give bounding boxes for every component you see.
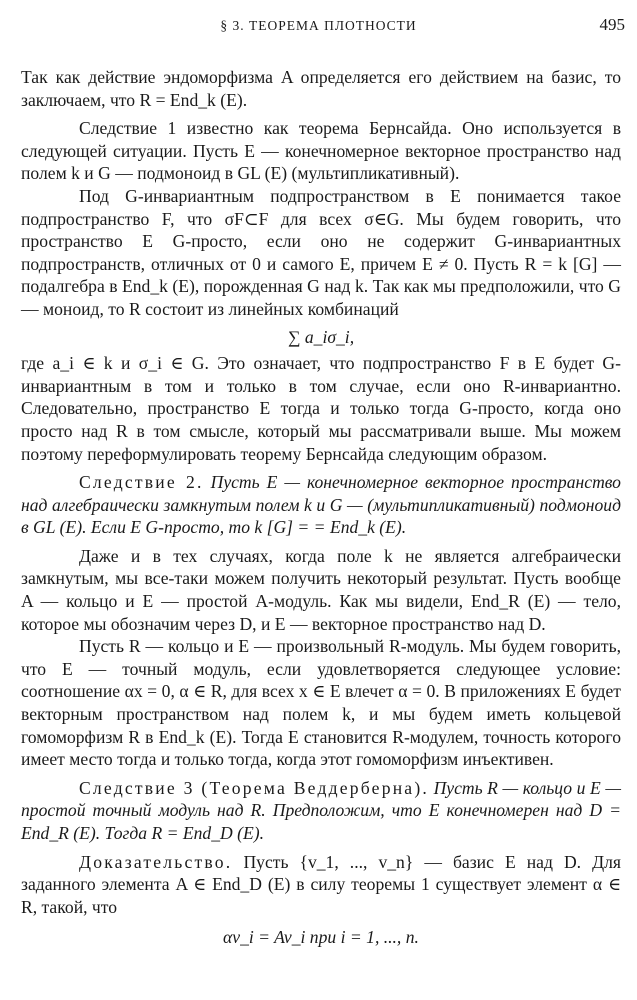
paragraph: Пусть R — кольцо и E — произвольный R-модуль. Мы будем говорить, что E — точный модуль, если удовлетворяется следующее условие: соотношение αx = 0, α ∈ R, для всех x ∈ E влечет α = 0. В приложениях E будет векторным пространством над полем k, и мы будем иметь кольцевой гомоморфизм R в End_k (E). Тогда E становится R-модулем, точность которого имеет место тогда и только тогда, когда этот гомоморфизм инъективен. bbox=[21, 636, 621, 770]
corollary-2 bbox=[21, 471, 621, 539]
paragraph: где a_i ∈ k и σ_i ∈ G. Это означает, что подпространство F в E будет G-инвариантным в том и только в том случае, если оно R-инвариантно. Следовательно, пространство E тогда и только тогда G-просто, когда оно просто над R в том смысле, который мы рассматривали выше. Мы можем поэтому переформулировать теорему Бернсайда следующим образом. bbox=[21, 353, 621, 464]
paragraph: Так как действие эндоморфизма A определяется его действием на базис, то заключаем, что R = End_k (E). bbox=[21, 67, 621, 110]
corollary-label: Следствие 2. bbox=[79, 472, 204, 493]
corollary-label: Следствие 3 (Теорема Веддерберна). bbox=[79, 777, 429, 798]
proof-text: Пусть {v_1, ..., v_n} — базис E над D. Для заданного элемента A ∈ End_D (E) в силу теоремы 1 существует элемент α ∈ R, такой, что bbox=[21, 851, 622, 917]
paragraph: Следствие 1 известно как теорема Бернсайда. Оно используется в следующей ситуации. Пусть E — конечномерное векторное пространство над полем k и G — подмоноид в GL (E) (мультипликативный). bbox=[21, 118, 621, 184]
display-formula: αv_i = Av_i при i = 1, ..., n. bbox=[223, 927, 419, 948]
corollary-3 bbox=[21, 777, 621, 845]
page-header bbox=[0, 14, 637, 38]
paragraph: Под G-инвариантным подпространством в E понимается такое подпространство F, что σF⊂F для всех σ∈G. Мы будем говорить, что пространство E G-просто, если оно не содержит G-инвариантных подпространств, отличных от 0 и самого E, причем E ≠ 0. Пусть R = k [G] — подалгебра в End_k (E), порожденная G над k. Так как мы предположили, что G — моноид, то R состоит из линейных комбинаций bbox=[21, 185, 621, 319]
corollary-statement: Пусть R — кольцо и E — простой точный модуль над R. Предположим, что E конечномерен над D = End_R (E). Тогда R = End_D (E). bbox=[21, 777, 621, 843]
running-head: § 3. ТЕОРЕМА ПЛОТНОСТИ bbox=[220, 18, 417, 33]
page-body bbox=[21, 66, 621, 953]
proof-paragraph bbox=[21, 851, 621, 919]
corollary-statement: Пусть E — конечномерное векторное пространство над алгебраически замкнутым полем k и G — (мультипликативный) подмоноид в GL (E). Если E G-просто, то k [G] = = End_k (E). bbox=[21, 472, 621, 538]
display-formula: ∑ a_iσ_i, bbox=[287, 326, 355, 347]
proof-label: Доказательство. bbox=[79, 851, 233, 872]
paragraph: Даже и в тех случаях, когда поле k не является алгебраически замкнутым, мы все-таки можем получить некоторый результат. Пусть вообще A — кольцо и E — простой A-модуль. Как мы видели, End_R (E) — тело, которое мы обозначим через D, и E — векторное пространство над D. bbox=[21, 545, 621, 634]
page-number: 495 bbox=[599, 15, 625, 34]
